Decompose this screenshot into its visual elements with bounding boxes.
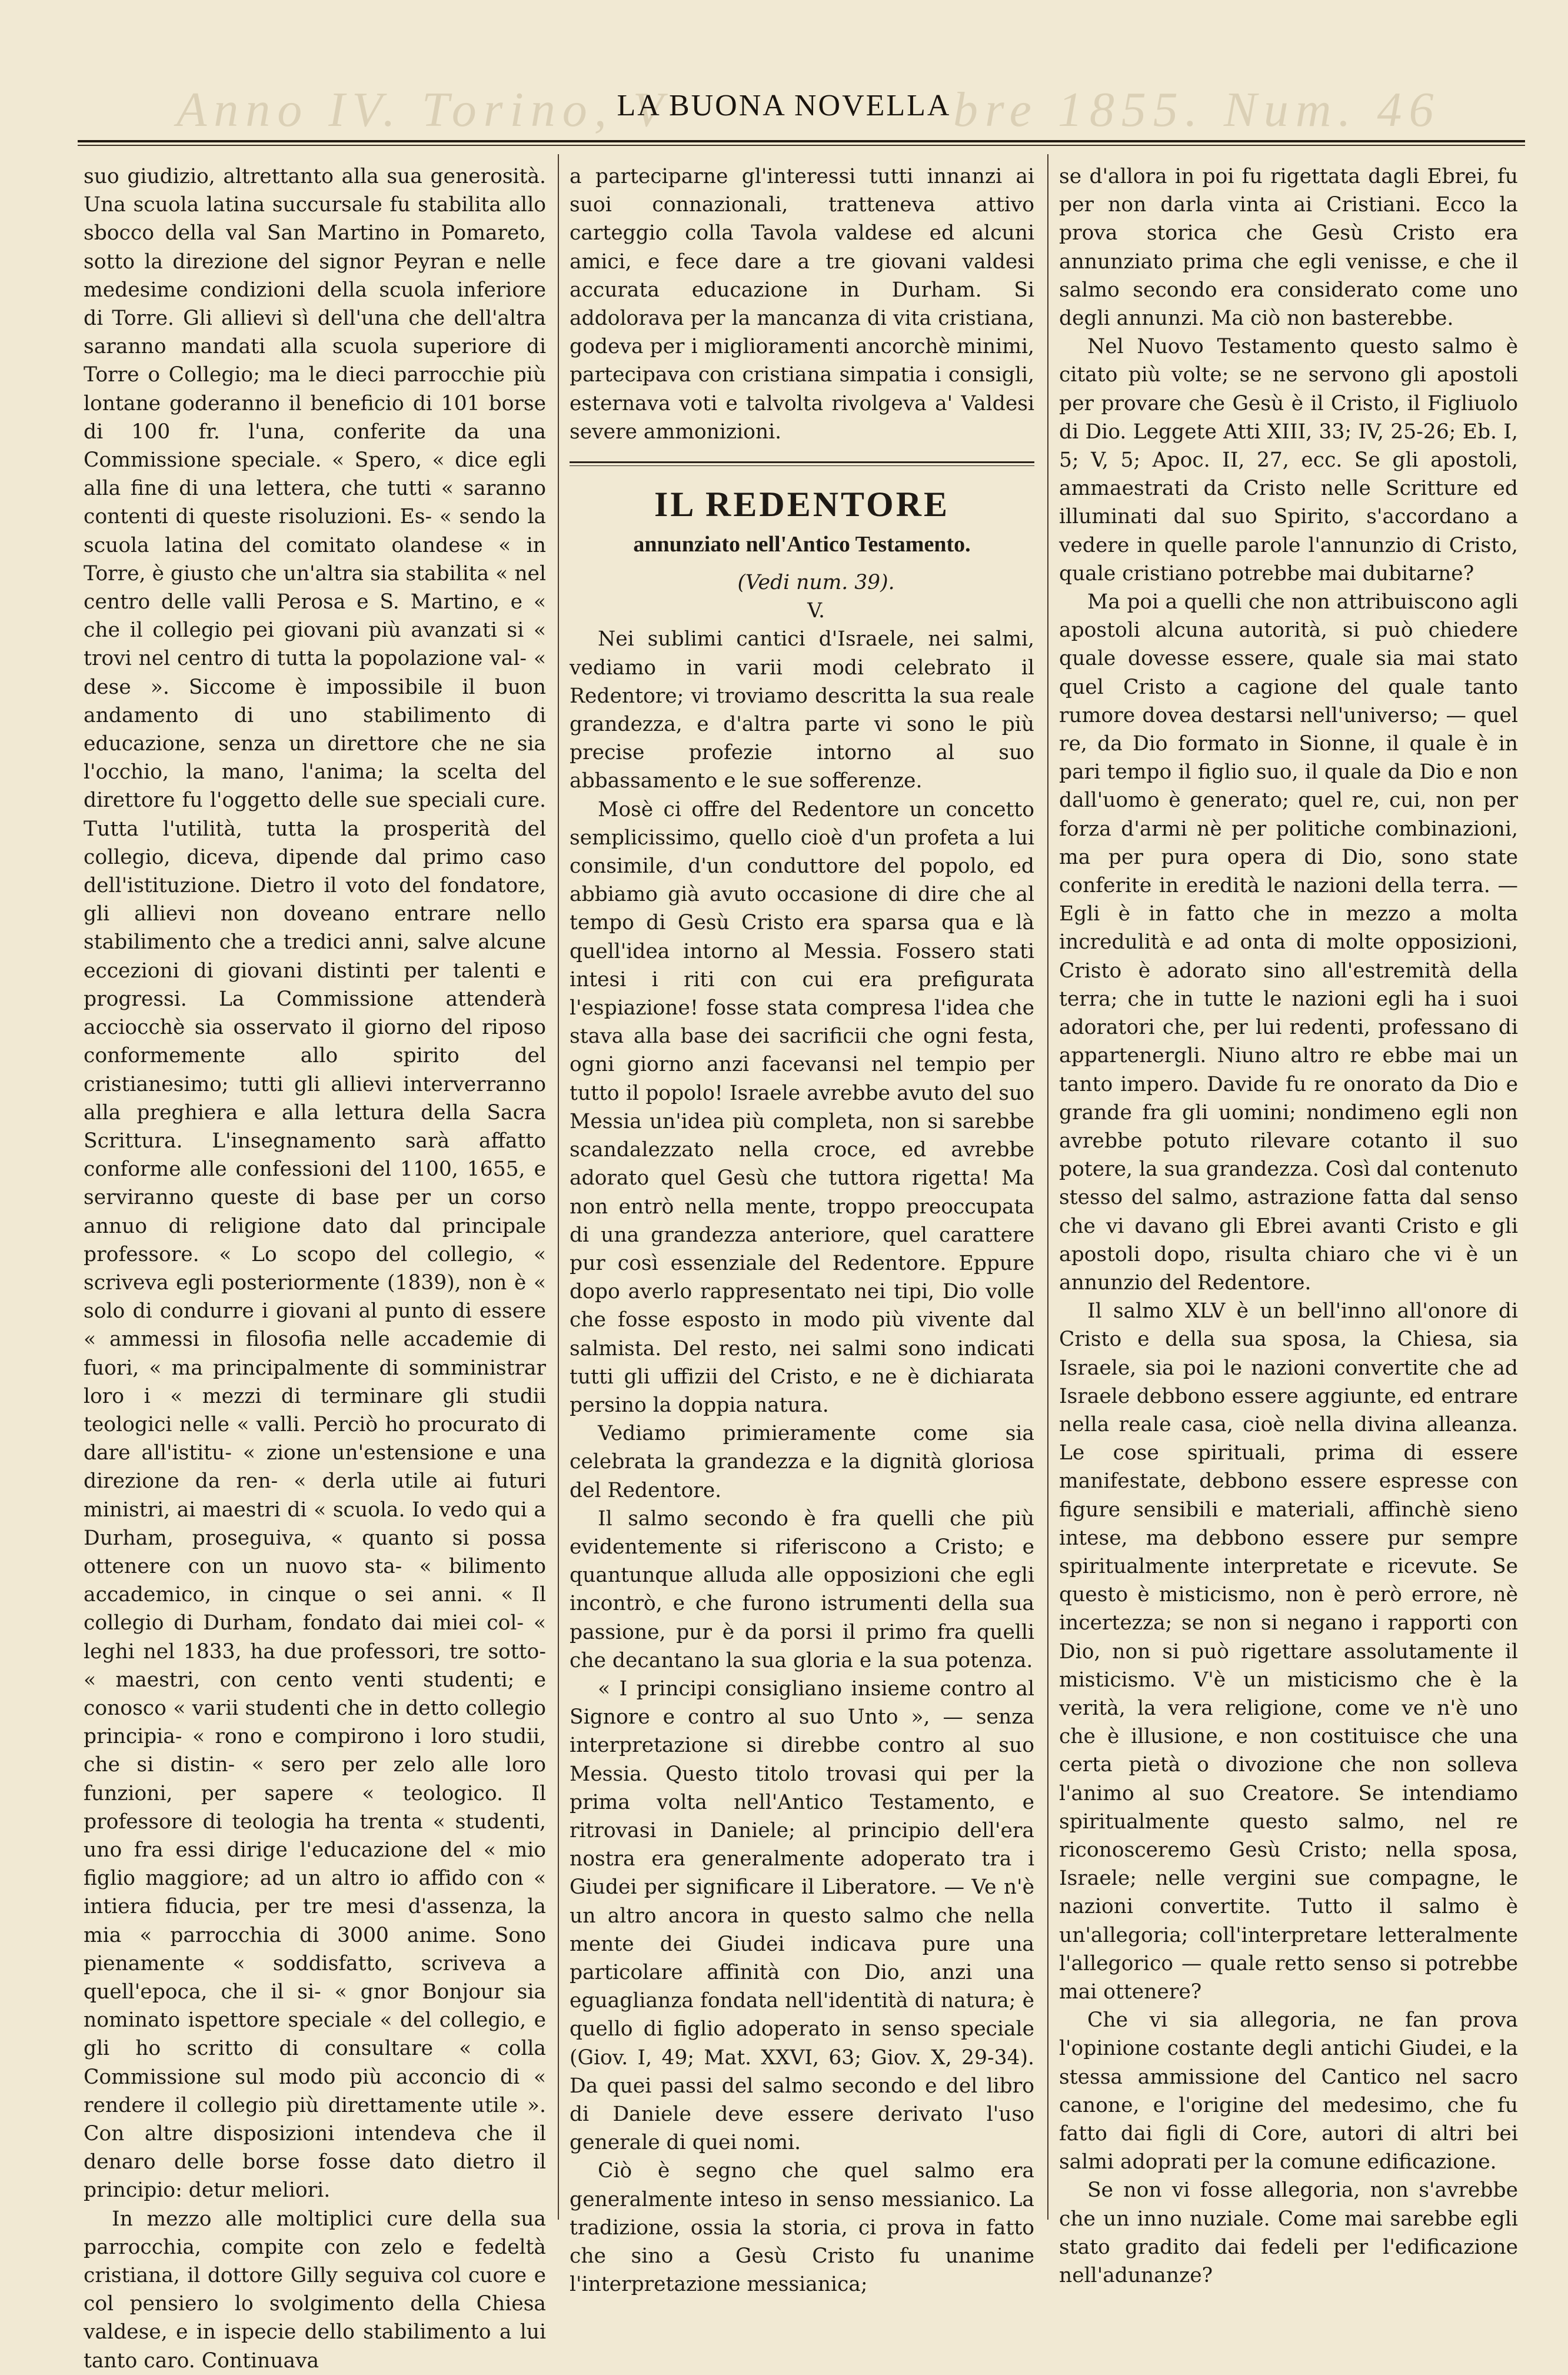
paragraph: Nei sublimi cantici d'Israele, nei salmi, vediamo in varii modi celebrato il Redentore; vi troviamo descritta la sua reale grandezza, e d'altra parte vi sono le più precise profezie intorno al suo abbassamento e le sue sofferenze. [570,627,1034,793]
paragraph: In mezzo alle moltiplici cure della sua parrocchia, compite con zelo e fedeltà cristiana, il dottore Gilly seguiva col cuore e col pensiero lo svolgimento della Chiesa valdese, e in ispecie dello stabilimento a lui tanto caro. Continuava [84,2207,546,2373]
paragraph: Se non vi fosse allegoria, non s'avrebbe che un inno nuziale. Come mai sarebbe egli stato gradito dai fedeli per l'edificazione nell'adunanze? [1059,2178,1518,2288]
paragraph: suo giudizio, altrettanto alla sua generosità. Una scuola latina succursale fu stabilita allo sbocco della val San Martino in Pomareto, sotto la direzione del signor Peyran e nelle medesime condizioni della scuola inferiore di Torre. Gli allievi sì dell'una che dell'altra saranno mandati alla scuola superiore di Torre o Collegio; ma le dieci parrocchie più lontane goderanno il beneficio di 101 borse di 100 fr. l'una, conferite da una Commissione speciale. « Spero, « dice egli alla fine di una lettera, che tutti « saranno contenti di queste risoluzioni. Es- « sendo la scuola latina del comitato olandese « in Torre, è giusto che un'altra sia stabilita « nel centro delle valli Perosa e S. Martino, e « che il collegio pei giovani più avanzati si « trovi nel centro di tutta la popolazione val- « dese ». Siccome è impossibile il buon andamento di uno stabilimento di educazione, senza un direttore che ne sia l'occhio, la mano, l'anima; la scelta del direttore fu l'oggetto delle sue speciali cure. Tutta l'utilità, tutta la prosperità del collegio, diceva, dipende dal primo caso dell'istituzione. Dietro il voto del fondatore, gli allievi non doveano entrare nello stabilimento che a tredici anni, salve alcune eccezioni di giovani distinti per talenti e progressi. La Commissione attenderà acciocchè sia osservato il giorno del riposo conformemente allo spirito del cristianesimo; tutti gli allievi interverranno alla preghiera e alla lettura della Sacra Scrittura. L'insegnamento sarà affatto conforme alle confessioni del 1100, 1655, e serviranno queste di base per un corso annuo di religione dato dal principale professore. « Lo scopo del collegio, « scriveva egli posteriormente (1839), non è « solo di condurre i giovani al punto di essere « ammessi in filosofia nelle accademie di fuori, « ma principalmente di somministrar loro i « mezzi di terminare gli studii teologici nelle « valli. Perciò ho procurato di dare all'istitu- « zione un'estensione e una direzione da ren- « derla utile ai futuri ministri, ai maestri di « scuola. Io vedo qui a Durham, proseguiva, « quanto si possa ottenere con un nuovo sta- « bilimento accademico, in cinque o sei anni. « Il collegio di Durham, fondato dai miei col- « leghi nel 1833, ha due professori, tre sotto- « maestri, con cento venti studenti; e conosco « varii studenti che in detto collegio principia- « rono e compirono i loro studii, che si distin- « sero per zelo alle loro funzioni, per sapere « teologico. Il professore di teologia ha trenta « studenti, uno fra essi dirige l'educazione del « mio figlio maggiore; ad un altro io affido con « intiera fiducia, per tre mesi d'assenza, la mia « parrocchia di 3000 anime. Sono pienamente « soddisfatto, scriveva a quell'epoca, che il si- « gnor Bonjour sia nominato ispettore speciale « del collegio, e gli ho scritto di consultare « colla Commissione sul modo più acconcio di « rendere il collegio più direttamente utile ». Con altre disposizioni intendeva che il denaro delle borse fosse dato dietro il principio: detur meliori. [84,165,546,2203]
article-title: IL REDENTORE [654,485,950,524]
page-title: LA BUONA NOVELLA [617,89,951,122]
paragraph: Che vi sia allegoria, ne fan prova l'opinione costante degli antichi Giudei, e la stessa ammissione del Cantico nel sacro canone, e l'origine del medesimo, che fu fatto dai figli di Core, autori di altri bei salmi adoprati per la comune edificazione. [1059,2008,1518,2174]
article-reference: (Vedi num. 39). [737,571,895,595]
column-divider-1 [558,154,559,2220]
column-divider-2 [1047,154,1048,2220]
paragraph: Nel Nuovo Testamento questo salmo è citato più volte; se ne servono gli apostoli per provare che Gesù è il Cristo, il Figliuolo di Dio. Leggete Atti XIII, 33; IV, 25-26; Eb. I, 5; V, 5; Apoc. II, 27, ecc. Se gli apostoli, ammaestrati da Cristo nelle Scritture ed illuminati dal suo Spirito, s'accordano a vedere in quelle parole l'annunzio di Cristo, quale cristiano potrebbe mai dubitarne? [1059,335,1518,586]
article-section: V. [807,599,825,623]
paragraph: a parteciparne gl'interessi tutti innanzi ai suoi connazionali, tratteneva attivo carteggio colla Tavola valdese ed alcuni amici, e fece dare a tre giovani valdesi accurata educazione in Durham. Si addolorava per la mancanza di vita cristiana, godeva per i miglioramenti ancorchè minimi, partecipava con cristiana simpatia i consigli, esternava voti e talvolta rivolgeva a' Valdesi severe ammonizioni. [570,165,1034,444]
paragraph: Mosè ci offre del Redentore un concetto semplicissimo, quello cioè d'un profeta a lui consimile, d'un conduttore del popolo, ed abbiamo già avuto occasione di dire che al tempo di Gesù Cristo era sparsa qua e là quell'idea intorno al Messia. Fossero stati intesi i riti con cui era prefigurata l'espiazione! fosse stata compresa l'idea che stava alla base dei sacrificii che ogni festa, ogni giorno anzi facevansi nel tempio per tutto il popolo! Israele avrebbe avuto del suo Messia un'idea più completa, non si sarebbe scandalezzato nella croce, ed avrebbe adorato quel Gesù che tuttora rigetta! Ma non entrò nella mente, troppo preoccupata di una grandezza anteriore, quel carattere pur così essenziale del Redentore. Eppure dopo averlo rappresentato nei tipi, Dio volle che fosse esposto in modo più vivente dal salmista. Del resto, nei salmi sono indicati tutti gli uffizii del Cristo, e ne è dichiarata persino la doppia natura. [570,797,1034,1417]
paragraph: se d'allora in poi fu rigettata dagli Ebrei, fu per non darla vinta ai Cristiani. Ecco la prova storica che Gesù Cristo era annunziato prima che egli venisse, e che il salmo secondo era considerato come uno degli annunzi. Ma ciò non basterebbe. [1059,165,1518,331]
ghost-right: bre 1855. Num. 46 [953,82,1441,137]
paragraph: « I principi consigliano insieme contro al Signore e contro al suo Unto », — senza interpretazione si direbbe contro al suo Messia. Questo titolo trovasi qui per la prima volta nell'Antico Testamento, e ritrovasi in Daniele; al principio dell'era nostra era generalmente adoperato tra i Giudei per significare il Liberatore. — Ve n'è un altro ancora in questo salmo che nella mente dei Giudei indicava pure una particolare affinità con Dio, anzi una eguaglianza fondata nell'identità di natura; è quello di figlio adoperato in senso speciale (Giov. I, 49; Mat. XXVI, 63; Giov. X, 29-34). Da quei passi del salmo secondo e del libro di Daniele deve essere derivato l'uso generale di quei nomi. [570,1677,1034,2155]
article-rule [570,461,1034,463]
paragraph: Ciò è segno che quel salmo era generalmente inteso in senso messianico. La tradizione, ossia la storia, ci prova in fatto che sino a Gesù Cristo fu unanime l'interpretazione messianica; [570,2159,1034,2297]
header-rule-thin [78,145,1525,146]
paragraph: Vediamo primieramente come sia celebrata la grandezza e la dignità gloriosa del Redentore. [570,1422,1034,1502]
paragraph: Il salmo secondo è fra quelli che più evidentemente si riferiscono a Cristo; e quantunque alluda alle opposizioni che egli incontrò, e che furono istrumenti della sua passione, pur è da porsi il primo fra quelli che decantano la sua gloria e la sua potenza. [570,1506,1034,1672]
column-3 [1059,162,1518,2288]
paragraph: Il salmo XLV è un bell'inno all'onore di Cristo e della sua sposa, la Chiesa, sia Israele, sia poi le nazioni convertite che ad Israele debbono essere aggiunte, ed entrare nella reale casa, cioè nella divina alleanza. Le cose spirituali, prima di essere manifestate, debbono essere espresse con figure sensibili e materiali, affinchè sieno intese, ma debbono essere pur sempre spiritualmente interpretate e ricevute. Se questo è misticismo, non è però errore, nè incertezza; se non si negano i rapporti con Dio, non si può rigettare assolutamente il misticismo. V'è un misticismo che è la verità, la vera religione, come ve n'è uno che è illusione, e non costituisce che una certa pietà o divozione che non solleva l'animo al suo Creatore. Se intendiamo spiritualmente questo salmo, nel re riconosceremo Gesù Cristo; nella sposa, Israele; nelle vergini sue compagne, le nazioni convertite. Tutto il salmo è un'allegoria; coll'interpretare letteralmente l'allegorico — quale retto senso si potrebbe mai ottenere? [1059,1299,1518,2004]
article-subtitle: annunziato nell'Antico Testamento. [633,532,971,557]
article-rule-thin [570,465,1034,466]
column-1 [84,162,546,2373]
header-rule [78,140,1525,142]
ghost-left: Anno IV. Torino, V [177,82,671,137]
paragraph: Ma poi a quelli che non attribuiscono agli apostoli alcuna autorità, si può chiedere quale dovesse essere, quale sia mai stato quel Cristo a cagione del quale tanto rumore dovea destarsi nell'universo; — quel re, da Dio formato in Sionne, il quale è in pari tempo il figlio suo, il quale da Dio e non dall'uomo è generato; quel re, cui, non per forza d'armi nè per politiche combinazioni, ma per pura opera di Dio, sono state conferite in eredità le nazioni della terra. — Egli è in fatto che in mezzo a molta incredulità e ad onta di molte opposizioni, Cristo è adorato sino all'estremità della terra; che in tutte le nazioni egli ha i suoi adoratori che, per lui redenti, professano di appartenergli. Niuno altro re ebbe mai un tanto impero. Davide fu re onorato da Dio e grande fra gli uomini; nondimeno egli non avrebbe potuto rilevare cotanto il suo potere, la sua grandezza. Così dal contenuto stesso del salmo, astrazione fatta dal senso che vi davano gli Ebrei avanti Cristo e gli apostoli dopo, risulta chiaro che vi è un annunzio del Redentore. [1059,590,1518,1295]
column-2 [570,162,1034,2297]
